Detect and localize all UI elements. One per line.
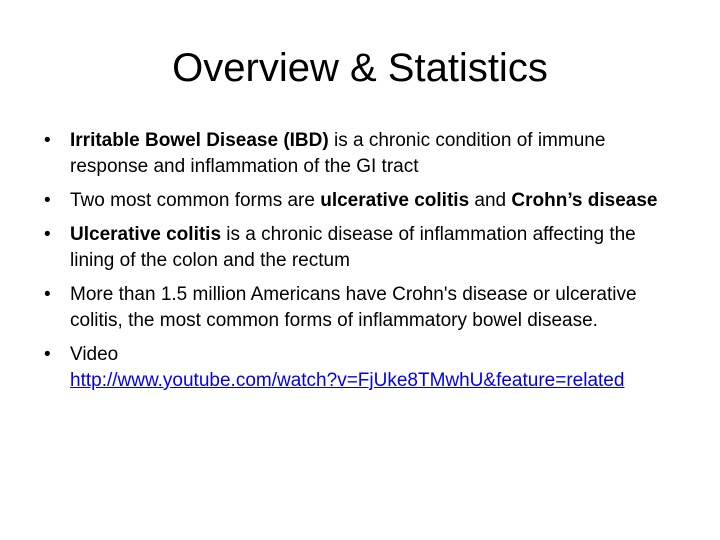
bullet-icon: •: [44, 224, 51, 245]
bullet-icon: •: [44, 190, 51, 211]
bullet-bold-term: ulcerative colitis: [320, 190, 470, 211]
bullet-item-video: [44, 342, 684, 394]
bullet-icon: •: [44, 344, 51, 365]
bullet-list: [44, 128, 684, 402]
video-label: Video: [70, 344, 119, 365]
bullet-item-ulcerative-colitis: [44, 222, 684, 274]
bullet-item-statistics: [44, 282, 684, 334]
video-link[interactable]: http://www.youtube.com/watch?v=FjUke8TMwhU&feature=related: [70, 370, 625, 391]
bullet-icon: •: [44, 284, 51, 305]
bullet-icon: •: [44, 130, 51, 151]
bullet-text: is a chronic disease of inflammation affecting the lining of the colon and the rectum: [70, 224, 636, 271]
bullet-item-ibd-definition: [44, 128, 684, 180]
bullet-text: More than 1.5 million Americans have Crohn's disease or ulcerative colitis, the most common forms of inflammatory bowel disease.: [70, 284, 637, 331]
slide-title: Overview & Statistics: [172, 46, 548, 90]
bullet-item-common-forms: [44, 188, 684, 214]
bullet-text: and: [469, 190, 512, 211]
bullet-bold-term: Irritable Bowel Disease (IBD): [70, 130, 329, 151]
bullet-bold-term: Crohn’s disease: [511, 190, 658, 211]
bullet-text: is a chronic condition of immune response and inflammation of the GI tract: [70, 130, 606, 177]
bullet-text: Two most common forms are: [70, 190, 321, 211]
bullet-bold-term: Ulcerative colitis: [70, 224, 222, 245]
